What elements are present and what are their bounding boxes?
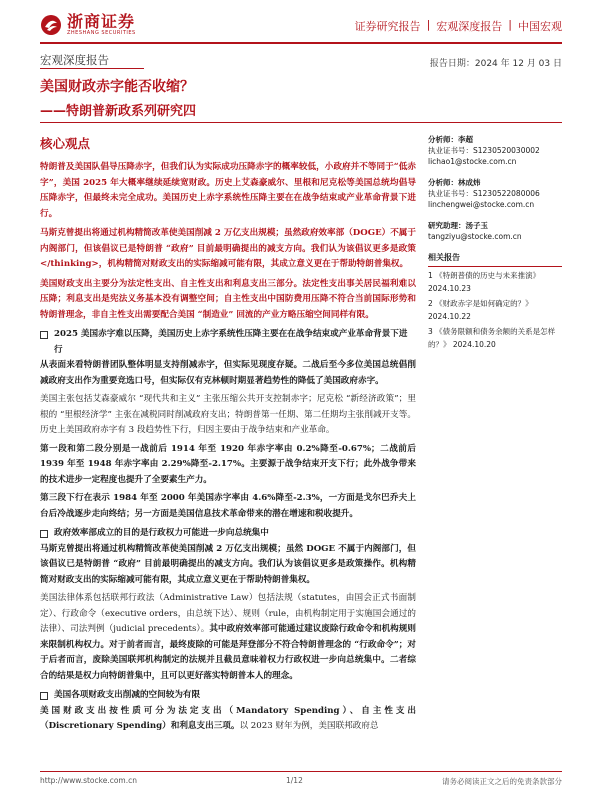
logo-mark-icon [40,14,62,36]
analyst-name: 汤子玉 [465,221,488,230]
analyst-card-3: 研究助理：汤子玉 tangziyu@stocke.com.cn [428,220,562,242]
section1-bold-text-1: 从表面来看特朗普团队整体明显支持削减赤字，但实际见现度存疑。二战后至今多位美国总统倡削减政府支出作为重要竞选口号，但实际仅有克林顿时期显著趋势性的降低了美国政府赤字。 [40,360,416,386]
company-logo [40,12,150,38]
section1-bold-text-3: 第三段下行在表示 1984 年至 2000 年美国赤字率由 4.6%降至-2.3%，一方面是戈尔巴乔夫上台后冷战逐步走向终结；另一方面是美国信息技术革命带来的潜在增速和税收提升。 [40,493,416,519]
checkbox-bullet-icon [40,331,48,339]
related-report-item[interactable]: 2 《财政赤字是如何确定的？》 2024.10.22 [428,299,533,321]
checkbox-bullet-icon [40,530,48,538]
report-date [430,56,562,69]
related-reports-heading: 相关报告 [428,252,562,267]
footer-url-link[interactable]: http://www.stocke.com.cn [40,776,137,785]
doc-type-underline [40,68,144,69]
analyst-card-1: 分析师：李超 执业证书号：S1230520030002 lichao1@stocke.com.cn [428,134,562,167]
nav-item-china-macro: 中国宏观 [518,20,562,33]
related-report-item[interactable]: 3 《债务限额和债务余额的关系是怎样的？》 2024.10.20 [428,327,556,349]
analyst-email[interactable]: linchengwei@stocke.com.cn [428,200,535,209]
section-heading-2: 政府效率部成立的目的是行政权力可能进一步向总统集中 [40,526,416,542]
summary-paragraph-2: 马斯克曾提出将通过机构精简改革使美国削减 2 万亿支出规模；虽然政府效率部（DOGE）不属于内阁部门，但该倡议已是特朗普 “政府” 目前最明确提出的减支方向。我们认为该倡议更多是政策</thinking>，机构精简对财政支出的实际缩减可能有限，其成立意义更在于帮助特朗普集权。 [40,228,416,269]
footer-divider [40,771,562,772]
nav-item-macro-depth: 宏观深度报告 [436,20,503,33]
page-title: 美国财政赤字能否收缩？ [40,79,194,95]
section3-text-1: 美国财政支出按性质可分为法定支出（Mandatory Spending）、自主性支出（Discretionary Spending）和利息支出三项。以 2023 财年为例，美国联邦政府总 [40,705,416,731]
footer-disclaimer: 请务必阅读正文之后的免责条款部分 [442,777,562,786]
logo-english-text: ZHESHANG SECURITIES [67,30,136,36]
analyst-cert: S1230520030002 [473,146,540,155]
analyst-card-2: 分析师：林成炜 执业证书号：S1230522080006 linchengwei@stocke.com.cn [428,177,562,210]
summary-paragraph-3: 美国财政支出主要分为法定性支出、自主性支出和利息支出三部分。法定性支出事关居民福利难以压降；利息支出是宪法义务基本没有调整空间；自主性支出中国防费用压降不符合当前国际形势和特朗普理念，非自主性支出需要配合美国 “制造业” 回流的产业方略压缩空间同样有限。 [40,278,416,320]
report-date-value: 2024 年 12 月 03 日 [474,59,562,69]
analyst-name: 李超 [458,135,473,144]
analyst-cert: S1230522080006 [473,189,540,198]
analyst-email[interactable]: lichao1@stocke.com.cn [428,157,517,166]
title-divider [40,122,562,123]
nav-separator: | [426,18,431,31]
nav-separator: | [508,18,512,31]
logo-text: 浙商证券 [67,12,136,31]
header-divider [40,42,562,44]
section2-bold-text-1: 马斯克曾提出将通过机构精简改革使美国削减 2 万亿支出规模；虽然 DOGE 不属于内阁部门，但该倡议已是特朗普 “政府” 目前最明确提出的减支方向。我们认为该倡议更多是政策操作。机构精简对财政支出的实际缩减可能有限，其成立意义更在于帮助特朗普集权。 [40,543,416,585]
section-heading-1: 2025 美国赤字难以压降，美国历史上赤字系统性压降主要在在战争结束或产业革命背景下进行 [40,327,416,358]
section1-bold-text-2: 第一段和第二段分别是一战前后 1914 年至 1920 年赤字率由 0.2%降至-0.67%；二战前后 1939 年至 1948 年赤字率由 2.29%降至-2.17%。主要源于战争结束开支下行；此外战争带来的技术进步一定程度也提升了全要素生产力。 [40,443,416,485]
nav-item-report: 证券研究报告 [354,20,421,33]
sidebar [428,134,562,351]
checkbox-bullet-icon [40,692,48,700]
analyst-name: 林成炜 [458,178,481,187]
section-heading-3: 美国各项财政支出削减的空间较为有限 [40,688,416,704]
core-views-heading: 核心观点 [40,136,91,151]
summary-paragraph-1: 特朗普及美国队倡导压降赤字，但我们认为实际成功压降赤字的概率较低，小政府并不等同于“低赤字”，美国 2025 年大概率继续延续宽财政。历史上艾森豪威尔、里根和尼克松等美国总统均倡导压降赤字，但最终未完全成功。美国历史上赤字系统性压降主要在在战争结束或产业革命背景下进行。 [40,162,416,219]
doc-type-label: 宏观深度报告 [40,53,109,67]
main-content [40,134,416,738]
top-nav [355,18,562,34]
page-number: 1/12 [286,776,303,785]
related-report-item[interactable]: 1 《特朗普债的历史与未来推演》 2024.10.23 [428,271,541,293]
section1-text-1: 美国主张包括艾森豪威尔 “现代共和主义” 主张压缩公共开支控制赤字；尼克松 “新经济政策”；里根的 “里根经济学” 主张在减税同时削减政府支出；特朗普第一任期、第二任期均主张削减开支等。历史上美国政府赤字有 3 段趋势性下行，归因主要由于战争结束和产业革命。 [40,394,416,435]
page-subtitle: ——特朗普新政系列研究四 [40,104,197,119]
report-date-label: 报告日期： [429,59,475,69]
section2-text-1: 美国法律体系包括联邦行政法（Administrative Law）包括法规（statutes，由国会正式书面制定）、行政命令（executive orders，由总统下达）、规则（rule，由机构制定用于实施国会通过的法律）、司法判例（judicial precedents）。其中政府效率部可能通过建议废除行政命令和机构规则来限制机构权力。对于前者而言，最终废除的可能是拜登部分不符合特朗普理念的 “行政命令”；对于后者而言，废除美国联邦机构制定的法规并且截员意味着权力行政权进一步向总统集中。二者综合的结果是权力向特朗普集中，且可以更好落实特朗普本人的理念。 [40,593,416,681]
analyst-email[interactable]: tangziyu@stocke.com.cn [428,232,522,241]
title-block [40,76,196,119]
